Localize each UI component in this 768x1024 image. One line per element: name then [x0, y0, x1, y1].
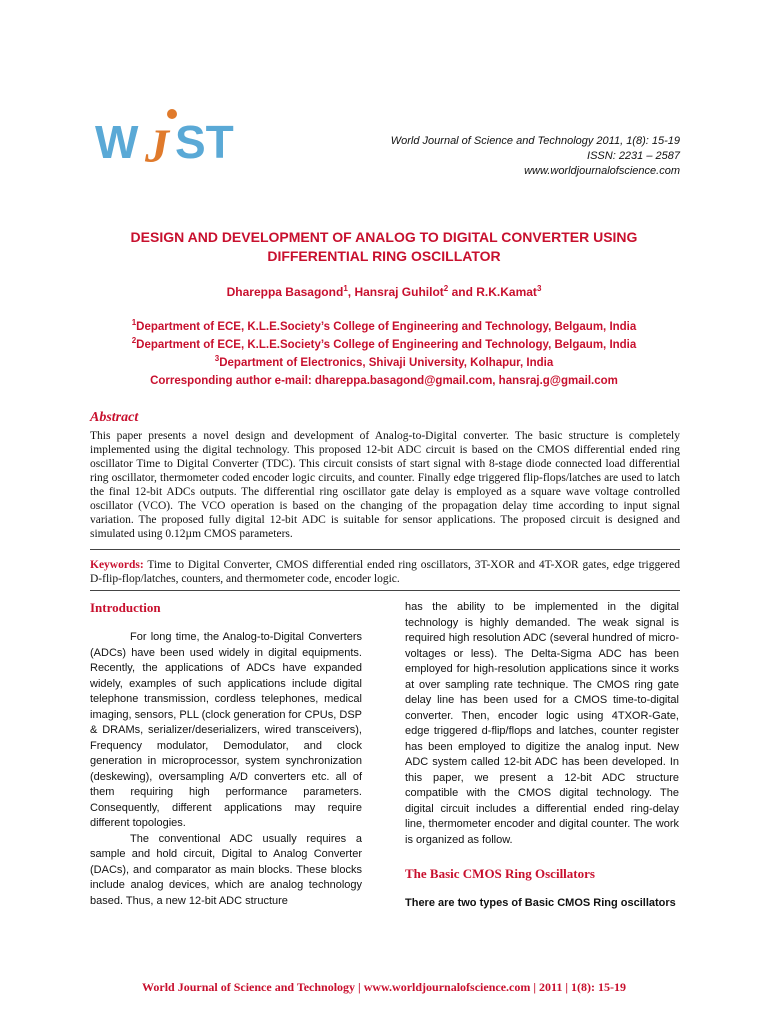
- author-separator: ,: [347, 285, 355, 299]
- introduction-heading: Introduction: [90, 600, 161, 615]
- affiliation-1-sup: 1: [131, 318, 137, 328]
- keywords: [90, 558, 680, 586]
- affiliation-2-sup: 2: [131, 336, 137, 346]
- author-list: [40, 285, 728, 299]
- affiliation-2: [40, 336, 728, 354]
- author-separator: and: [448, 285, 477, 299]
- paper-title: [40, 228, 728, 266]
- affiliation-1: [40, 318, 728, 336]
- affiliation-1-text: Department of ECE, K.L.E.Society’s College of Engineering and Technology, Belgaum, India: [136, 321, 637, 333]
- ring-oscillators-text: There are two types of Basic CMOS Ring oscillators: [405, 897, 676, 909]
- divider-bottom: [90, 590, 680, 591]
- affiliation-3: [40, 354, 728, 372]
- author-2: Hansraj Guhilot: [354, 285, 444, 299]
- introduction-paragraph-2: The conventional ADC usually requires a sample and hold circuit, Digital to Analog Converter (DACs), and comparator as main blocks. These blocks include analog devices, which are analog technology based. Thus, a new 12-bit ADC structure: [90, 832, 362, 907]
- affiliation-2-text: Department of ECE, K.L.E.Society’s College of Engineering and Technology, Belgaum, India: [136, 339, 637, 351]
- introduction-paragraph-1: For long time, the Analog-to-Digital Converters (ADCs) have been used widely in digital equipments. Recently, the applications of ADCs have expanded widely, examples of such applications include digital telephone transmission, cordless telephones, medical imaging, sensors, PLL (clock generation for CPUs, DSP & DRAMs, serializer/deserializers, wired transceivers), Frequency modulator, Demodulator, and clock generation in microprocessor, system synchronization (deskewing), oversampling A/D converters etc. all of them requiring high performance parameters. Consequently, different applications may require different topologies.: [90, 631, 362, 829]
- abstract-heading: Abstract: [90, 410, 139, 425]
- keywords-text: Time to Digital Converter, CMOS differential ended ring oscillators, 3T-XOR and 4T-XOR gates, edge triggered D-flip-flop/latches, counters, and thermometer code, encoder logic.: [90, 559, 680, 585]
- author-3: R.K.Kamat: [476, 285, 537, 299]
- affiliation-3-text: Department of Electronics, Shivaji University, Kolhapur, India: [219, 357, 554, 369]
- right-column: [405, 600, 679, 912]
- journal-issn: ISSN: 2231 – 2587: [587, 150, 680, 162]
- author-3-affil: 3: [536, 284, 542, 293]
- abstract-text: This paper presents a novel design and development of Analog-to-Digital converter. The basic structure is completely implemented using the digital technology. This proposed 12-bit ADC circuit is based on the CMOS differential ended ring oscillator Time to Digital Converter (TDC). This circuit consists of start signal with 8-stage diode connected load differential ring oscillator, thermometer coded encoder logic circuits, and counter. Finally edge triggered flip-flops/latches are used to latch the final 12-bit ADCs outputs. The differential ring oscillator gate delay is employed as a square wave voltage controlled oscillator (VCO). The VCO operation is based on the changing of the propagation delay time according to input signal variation. The proposed fully digital 12-bit ADC is suitable for sensor applications. The proposed circuit is designed and simulated using 0.12µm CMOS parameters.: [90, 430, 680, 540]
- journal-website[interactable]: www.worldjournalofscience.com: [524, 165, 680, 177]
- author-1-affil: 1: [343, 284, 348, 293]
- paper-title-line-2: DIFFERENTIAL RING OSCILLATOR: [267, 248, 501, 264]
- introduction-paragraph-3: has the ability to be implemented in the digital technology is highly demanded. The weak signal is required high resolution ADC (several hundred of micro-voltages or less). The Delta-Sigma ADC has been employed for high-resolution applications since it works at over sampling rate technique. The CMOS ring gate delay line has been used for a CMOS time-to-digital converter. Then, encoder logic using 4TXOR-Gate, edge triggered d-flip/flops and latches, counter register has been employed to digitize the analog input. New ADC system called 12-bit ADC has been developed. In this paper, we present a 12-bit ADC structure compatible with the CMOS digital technology. The digital circuit includes a differential ended ring-delay line, thermometer encoder and digital counter. The work is organized as follow.: [405, 601, 679, 846]
- logo-letters-st: ST: [175, 116, 234, 168]
- divider-top: [90, 549, 680, 550]
- logo-letter-w: W: [95, 116, 139, 168]
- left-column: [90, 600, 362, 909]
- author-1: Dhareppa Basagond: [226, 285, 344, 299]
- journal-info: [391, 134, 680, 179]
- affiliations: [40, 318, 728, 390]
- logo-letter-j: J: [145, 120, 169, 170]
- corresponding-author: Corresponding author e-mail: dhareppa.basagond@gmail.com, hansraj.g@gmail.com: [150, 375, 618, 387]
- paper-title-line-1: DESIGN AND DEVELOPMENT OF ANALOG TO DIGITAL CONVERTER USING: [130, 229, 638, 245]
- page-footer: World Journal of Science and Technology | www.worldjournalofscience.com | 2011 | 1(8): 15-19: [142, 980, 626, 994]
- ring-oscillators-heading: The Basic CMOS Ring Oscillators: [405, 866, 595, 881]
- journal-logo: [95, 100, 235, 170]
- author-2-affil: 2: [443, 284, 449, 293]
- journal-citation: World Journal of Science and Technology 2011, 1(8): 15-19: [390, 135, 680, 147]
- keywords-label: Keywords:: [90, 559, 144, 571]
- affiliation-3-sup: 3: [214, 354, 220, 364]
